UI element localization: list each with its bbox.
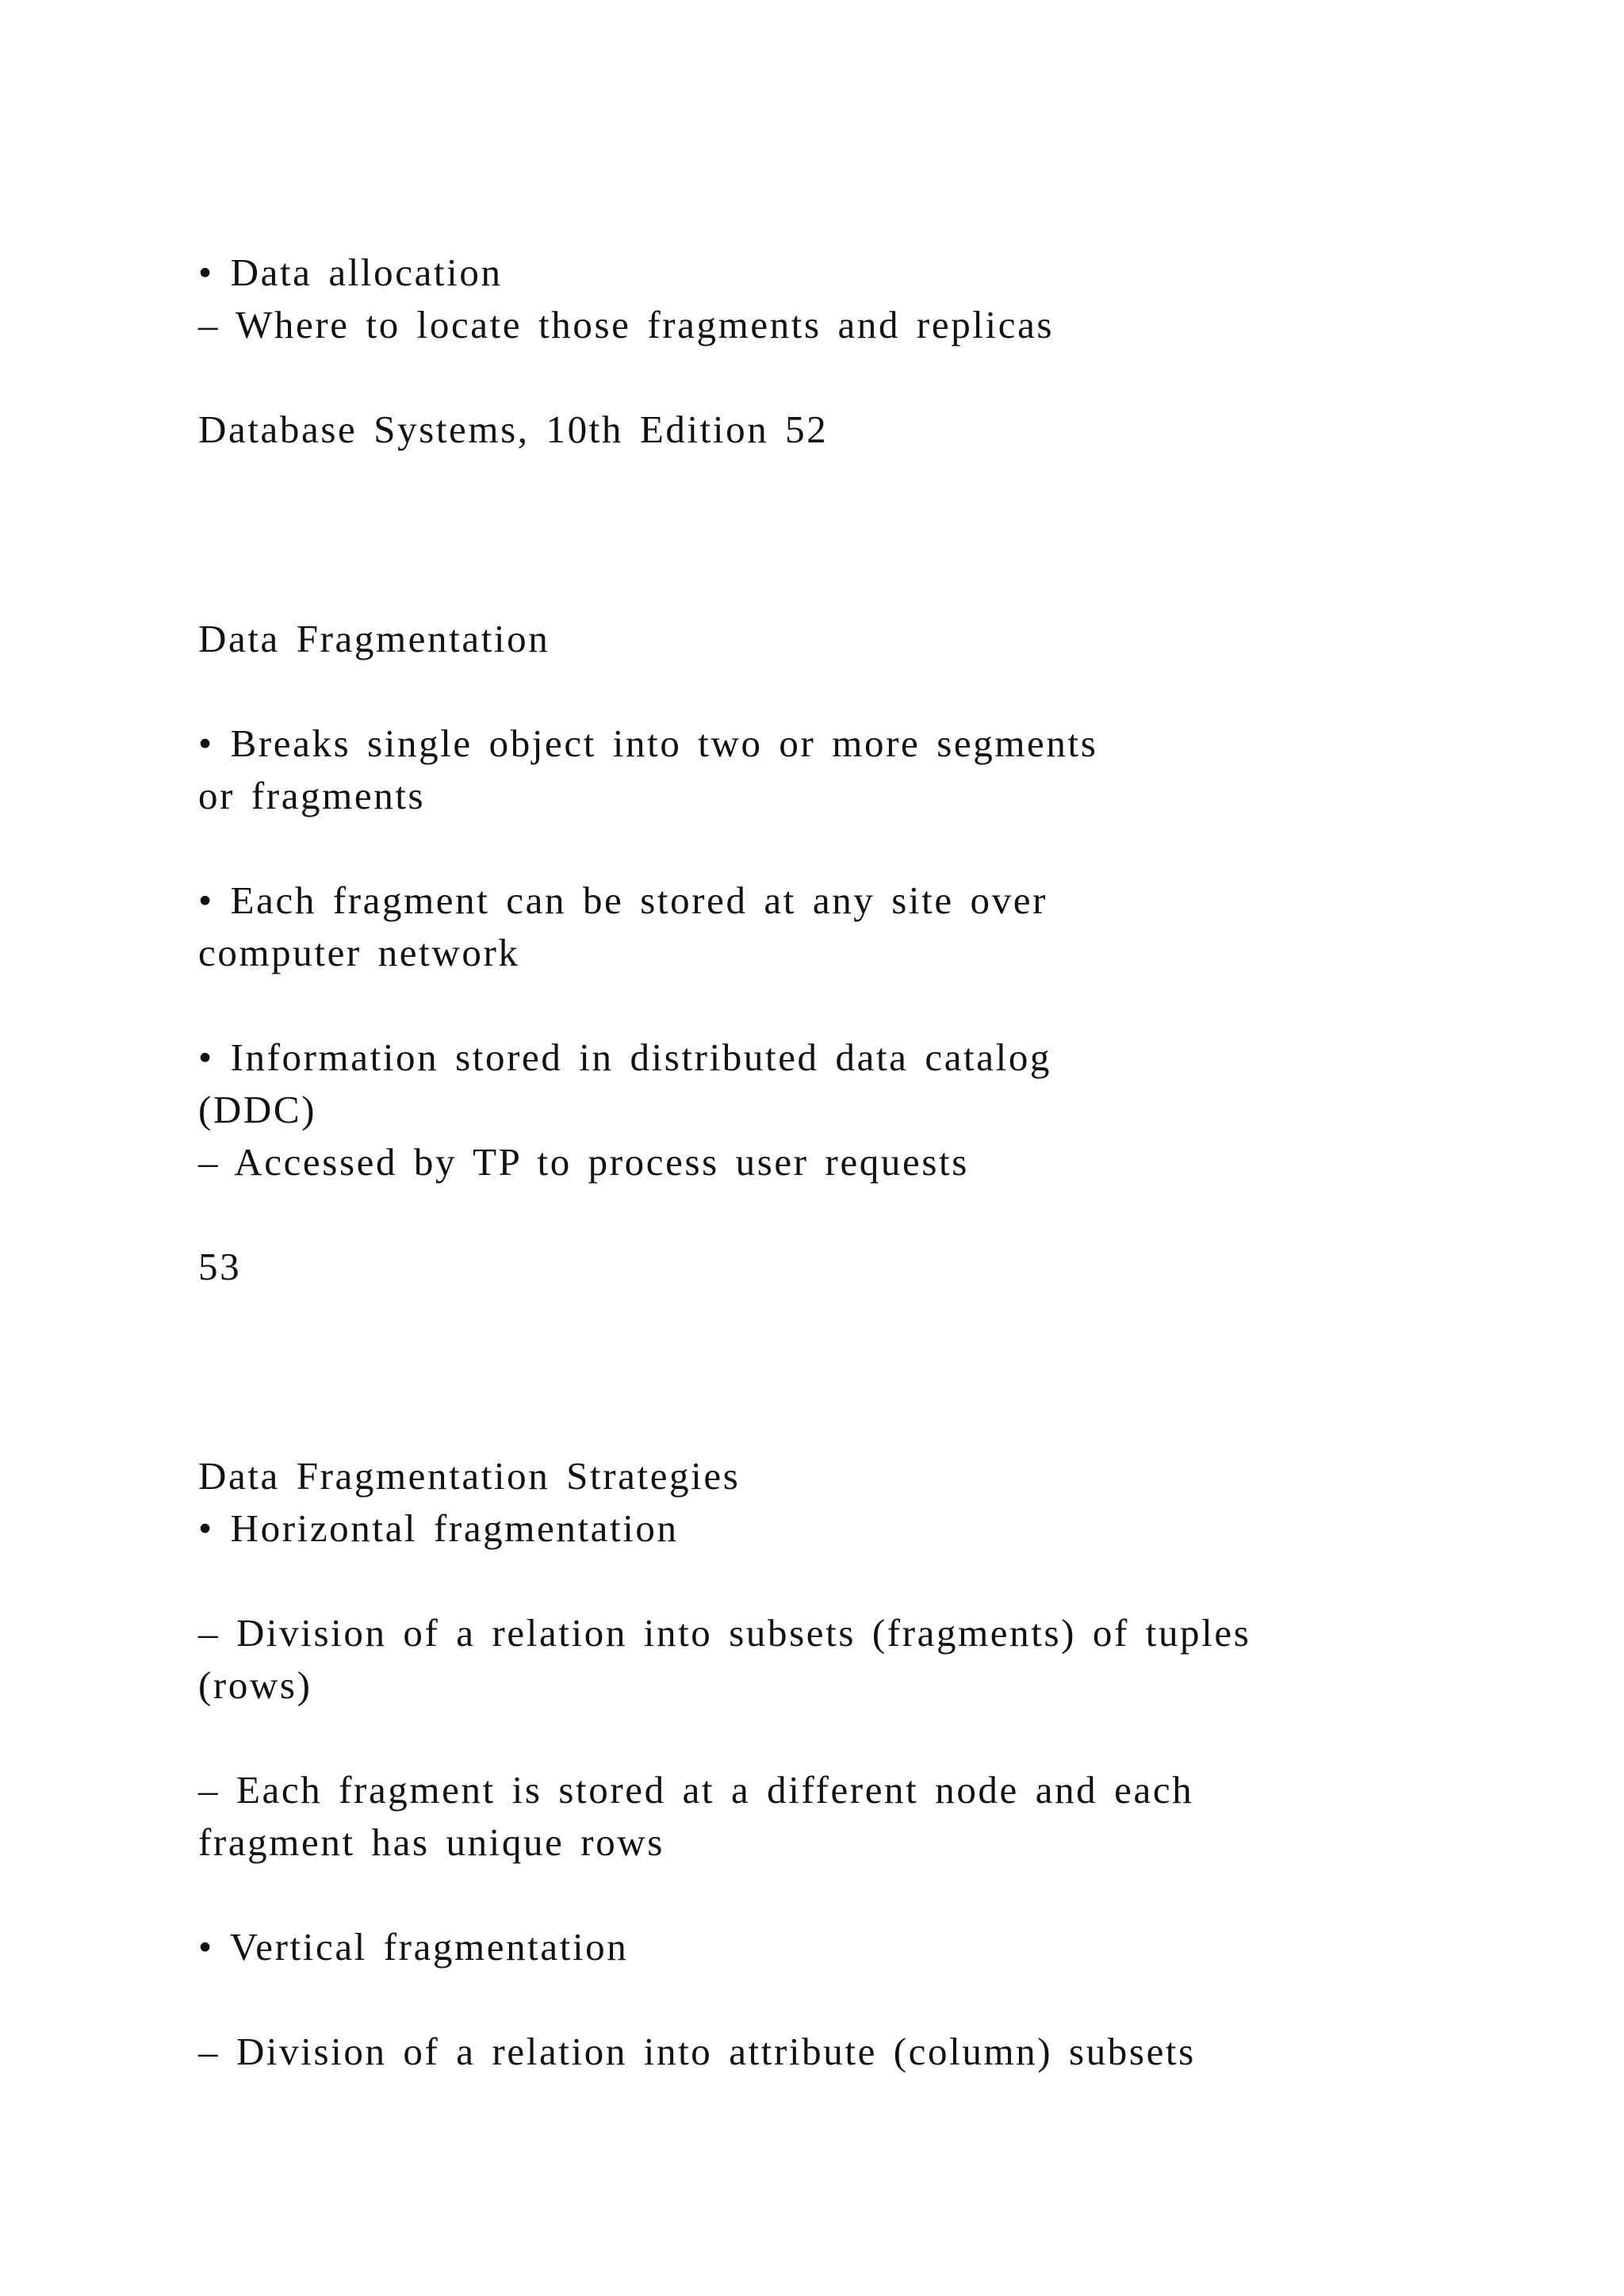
bullet-data-allocation: • Data allocation [198,251,503,294]
page-number-53: 53 [198,1245,242,1288]
bullet-each-fragment-stored-cont: computer network [198,931,520,974]
sub-bullet-locate-fragments: – Where to locate those fragments and replicas [198,303,1055,346]
heading-fragmentation-strategies: Data Fragmentation Strategies [198,1454,741,1498]
bullet-vertical-fragmentation: • Vertical fragmentation [198,1925,629,1969]
sub-bullet-each-fragment-node-cont: fragment has unique rows [198,1820,665,1864]
bullet-breaks-single-object: • Breaks single object into two or more segments [198,721,1098,765]
heading-data-fragmentation: Data Fragmentation [198,617,550,660]
page-footer-52: Database Systems, 10th Edition 52 [198,408,829,451]
sub-bullet-division-attributes: – Division of a relation into attribute (column) subsets [198,2030,1196,2073]
sub-bullet-division-tuples-cont: (rows) [198,1663,312,1707]
bullet-information-stored: • Information stored in distributed data catalog [198,1035,1052,1079]
bullet-each-fragment-stored: • Each fragment can be stored at any site over [198,878,1048,922]
sub-bullet-accessed-by-tp: – Accessed by TP to process user requests [198,1140,969,1184]
bullet-breaks-single-object-cont: or fragments [198,774,426,817]
bullet-information-stored-cont: (DDC) [198,1088,317,1131]
sub-bullet-division-tuples: – Division of a relation into subsets (fragments) of tuples [198,1611,1251,1655]
bullet-horizontal-fragmentation: • Horizontal fragmentation [198,1506,679,1550]
sub-bullet-each-fragment-node: – Each fragment is stored at a different node and each [198,1768,1194,1812]
